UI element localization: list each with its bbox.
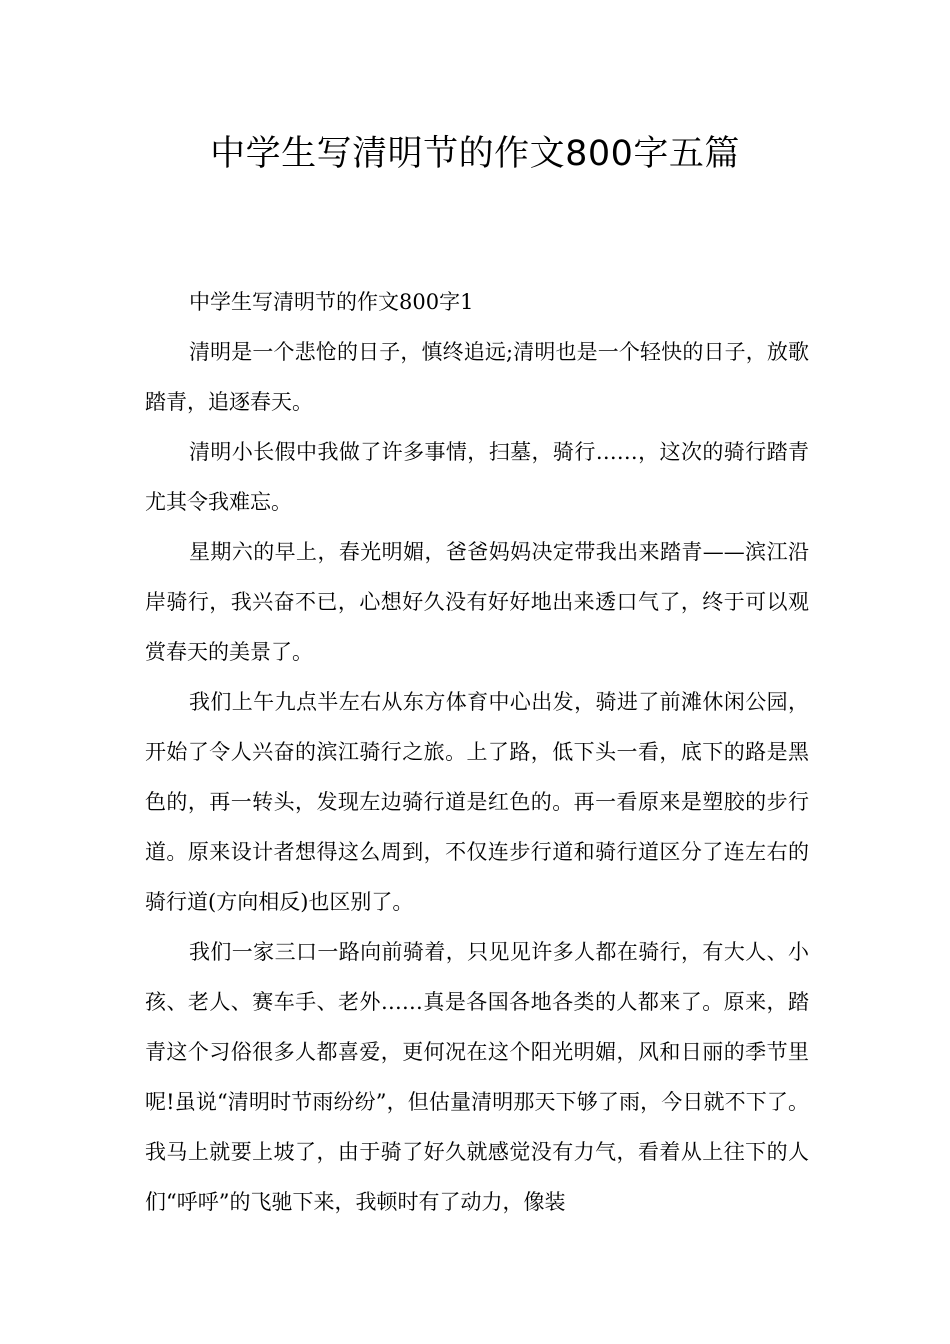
paragraph: 清明小长假中我做了许多事情，扫墓，骑行……，这次的骑行踏青尤其令我难忘。	[145, 440, 809, 514]
paragraph: 我们一家三口一路向前骑着，只见见许多人都在骑行，有大人、小孩、老人、赛车手、老外……真是各国各地各类的人都来了。原来，踏青这个习俗很多人都喜爱，更何况在这个阳光明媚，风和日丽的季节里呢!虽说“清明时节雨纷纷”，但估量清明那天下够了雨，今日就不下了。我马上就要上坡了，由于骑了好久就感觉没有力气，看着从上往下的人们“呼呼”的飞驰下来，我顿时有了动力，像装	[145, 940, 809, 1214]
section-heading: 中学生写清明节的作文800字1	[189, 290, 474, 314]
document-body	[145, 277, 809, 1227]
paragraph: 星期六的早上，春光明媚，爸爸妈妈决定带我出来踏青——滨江沿岸骑行，我兴奋不已，心想好久没有好好地出来透口气了，终于可以观赏春天的美景了。	[145, 540, 809, 664]
paragraph: 我们上午九点半左右从东方体育中心出发，骑进了前滩休闲公园，开始了令人兴奋的滨江骑行之旅。上了路，低下头一看，底下的路是黑色的，再一转头，发现左边骑行道是红色的。再一看原来是塑胶的步行道。原来设计者想得这么周到，不仅连步行道和骑行道区分了连左右的骑行道(方向相反)也区别了。	[145, 690, 809, 914]
document-title: 中学生写清明节的作文800字五篇	[210, 134, 740, 174]
paragraph: 清明是一个悲怆的日子，慎终追远;清明也是一个轻快的日子，放歌踏青，追逐春天。	[145, 340, 809, 414]
